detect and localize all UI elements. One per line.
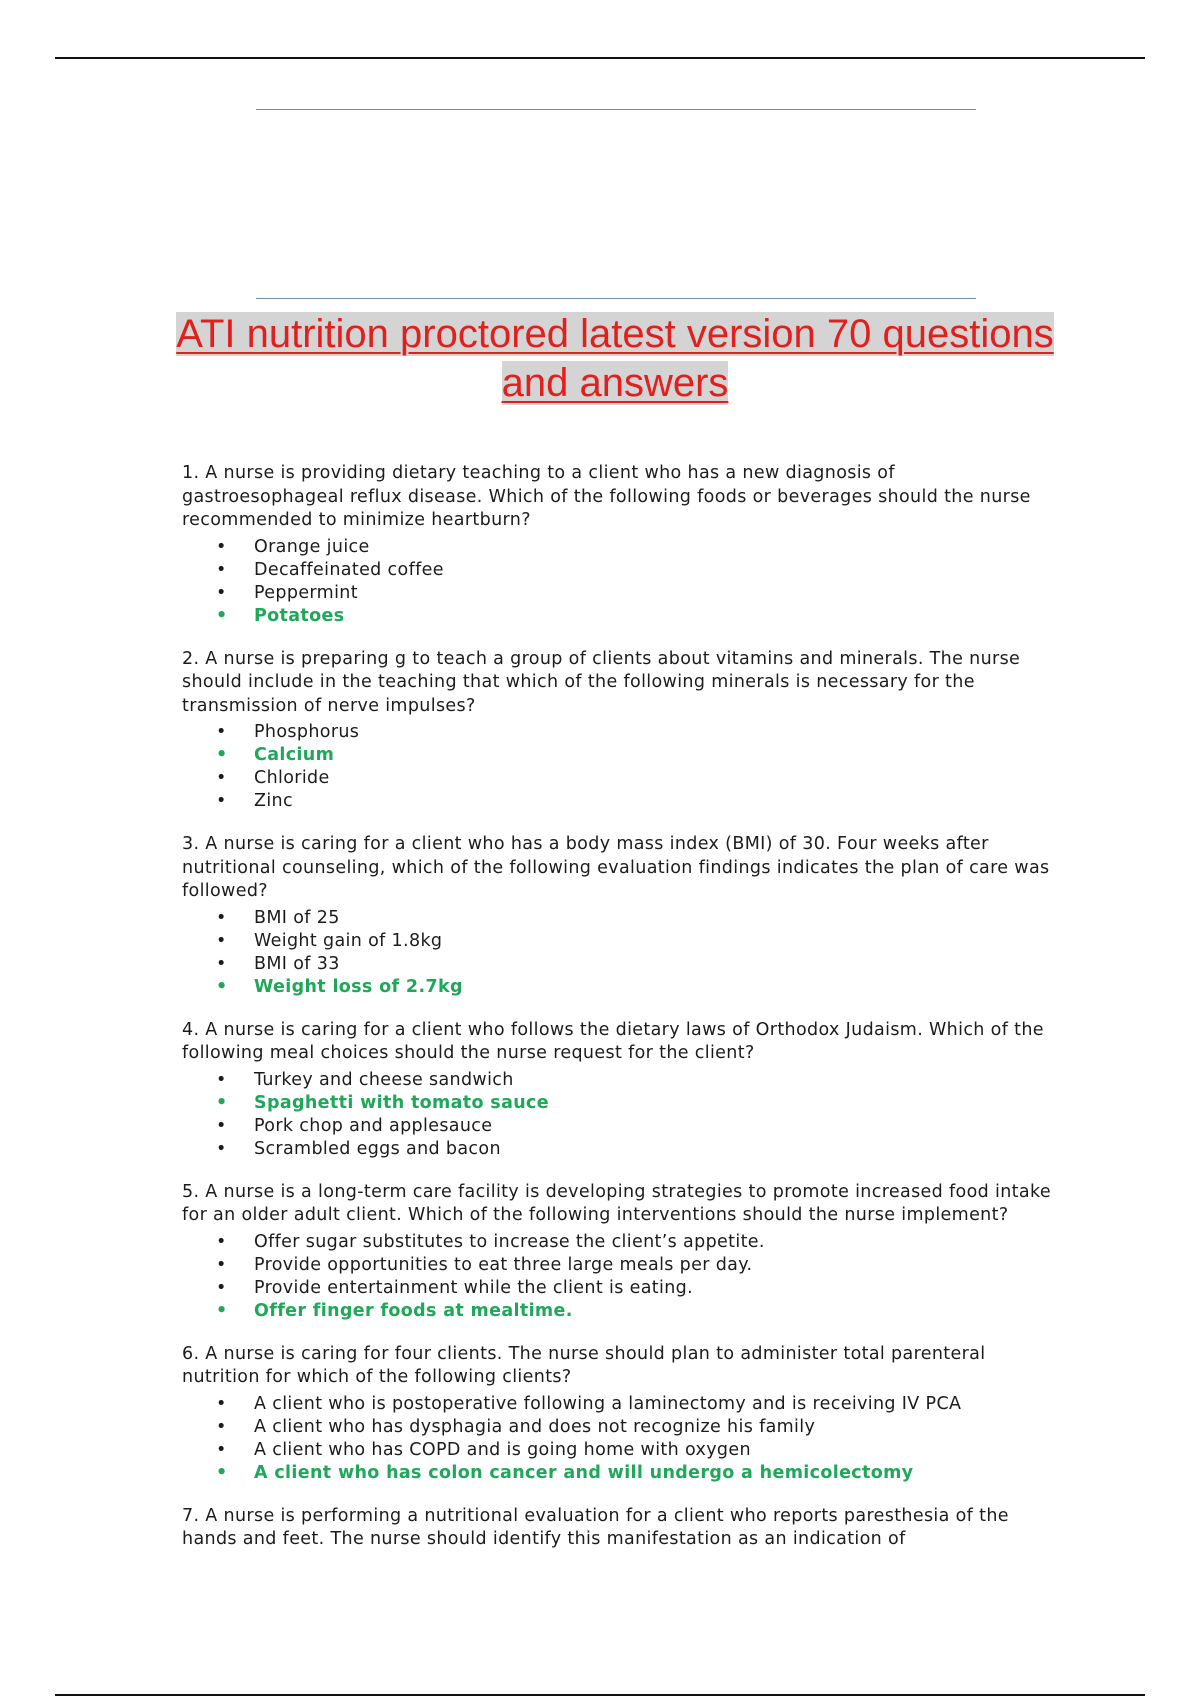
question-stem: 4. A nurse is caring for a client who follows the dietary laws of Orthodox Judaism. Which of the following meal choices should the nurse request for the client? bbox=[182, 1019, 1044, 1063]
document-title-line-1: ATI nutrition proctored latest version 70 questions bbox=[176, 312, 1054, 356]
answer-option: • Offer sugar substitutes to increase the client’s appetite. bbox=[182, 1231, 1062, 1254]
question-stem: 1. A nurse is providing dietary teaching to a client who has a new diagnosis of gastroesophageal reflux disease. Which of the following foods or beverages should the nurse recommended to minimize heartburn? bbox=[182, 463, 1031, 530]
answer-option: • Turkey and cheese sandwich bbox=[182, 1069, 1062, 1092]
document-title-line-2: and answers bbox=[501, 361, 729, 405]
question-2 bbox=[182, 648, 1062, 814]
question-7 bbox=[182, 1505, 1062, 1552]
question-stem: 2. A nurse is preparing g to teach a group of clients about vitamins and minerals. The nurse should include in the teaching that which of the following minerals is necessary for the transmission of nerve impulses? bbox=[182, 648, 1021, 716]
answer-option: • BMI of 33 bbox=[182, 953, 1062, 976]
correct-answer-option: • Weight loss of 2.7kg bbox=[182, 976, 1062, 999]
question-list bbox=[182, 462, 1062, 1572]
question-6 bbox=[182, 1343, 1062, 1485]
answer-option: • Orange juice bbox=[182, 536, 1062, 559]
answer-options bbox=[182, 1393, 1062, 1485]
answer-option: • Provide opportunities to eat three large meals per day. bbox=[182, 1254, 1062, 1277]
answer-option: • Chloride bbox=[182, 767, 1062, 790]
answer-option: • A client who has COPD and is going home with oxygen bbox=[182, 1439, 1062, 1462]
question-stem: 3. A nurse is caring for a client who has a body mass index (BMI) of 30. Four weeks after nutritional counseling, which of the following evaluation findings indicates the plan of care was followed? bbox=[182, 834, 1050, 901]
answer-options bbox=[182, 1231, 1062, 1323]
answer-option: • Peppermint bbox=[182, 582, 1062, 605]
question-5 bbox=[182, 1181, 1062, 1323]
correct-answer-option: • Spaghetti with tomato sauce bbox=[182, 1092, 1062, 1115]
answer-options bbox=[182, 907, 1062, 999]
answer-option: • Decaffeinated coffee bbox=[182, 559, 1062, 582]
question-stem: 5. A nurse is a long-term care facility is developing strategies to promote increased food intake for an older adult client. Which of the following interventions should the nurse implement? bbox=[182, 1181, 1051, 1225]
answer-option: • Zinc bbox=[182, 790, 1062, 813]
header-rule-lower bbox=[256, 298, 976, 299]
answer-option: • Pork chop and applesauce bbox=[182, 1115, 1062, 1138]
question-3 bbox=[182, 833, 1062, 999]
answer-option: • A client who is postoperative following a laminectomy and is receiving IV PCA bbox=[182, 1393, 1062, 1416]
page-top-rule bbox=[55, 57, 1145, 59]
correct-answer-option: • A client who has colon cancer and will undergo a hemicolectomy bbox=[182, 1462, 1062, 1485]
page-bottom-rule bbox=[55, 1694, 1145, 1696]
answer-option: • Provide entertainment while the client is eating. bbox=[182, 1277, 1062, 1300]
correct-answer-option: • Offer finger foods at mealtime. bbox=[182, 1300, 1062, 1323]
correct-answer-option: • Calcium bbox=[182, 744, 1062, 767]
question-4 bbox=[182, 1019, 1062, 1161]
answer-option: • A client who has dysphagia and does not recognize his family bbox=[182, 1416, 1062, 1439]
question-1 bbox=[182, 462, 1062, 628]
answer-option: • Weight gain of 1.8kg bbox=[182, 930, 1062, 953]
answer-options bbox=[182, 1069, 1062, 1161]
answer-options bbox=[182, 721, 1062, 813]
question-stem: 7. A nurse is performing a nutritional evaluation for a client who reports paresthesia of the hands and feet. The nurse should identify this manifestation as an indication of bbox=[182, 1505, 1009, 1549]
answer-options bbox=[182, 536, 1062, 628]
document-title bbox=[150, 310, 1080, 408]
answer-option: • Phosphorus bbox=[182, 721, 1062, 744]
question-stem: 6. A nurse is caring for four clients. The nurse should plan to administer total parenteral nutrition for which of the following clients? bbox=[182, 1343, 986, 1387]
answer-option: • BMI of 25 bbox=[182, 907, 1062, 930]
answer-option: • Scrambled eggs and bacon bbox=[182, 1138, 1062, 1161]
header-rule-upper bbox=[256, 109, 976, 110]
correct-answer-option: • Potatoes bbox=[182, 605, 1062, 628]
